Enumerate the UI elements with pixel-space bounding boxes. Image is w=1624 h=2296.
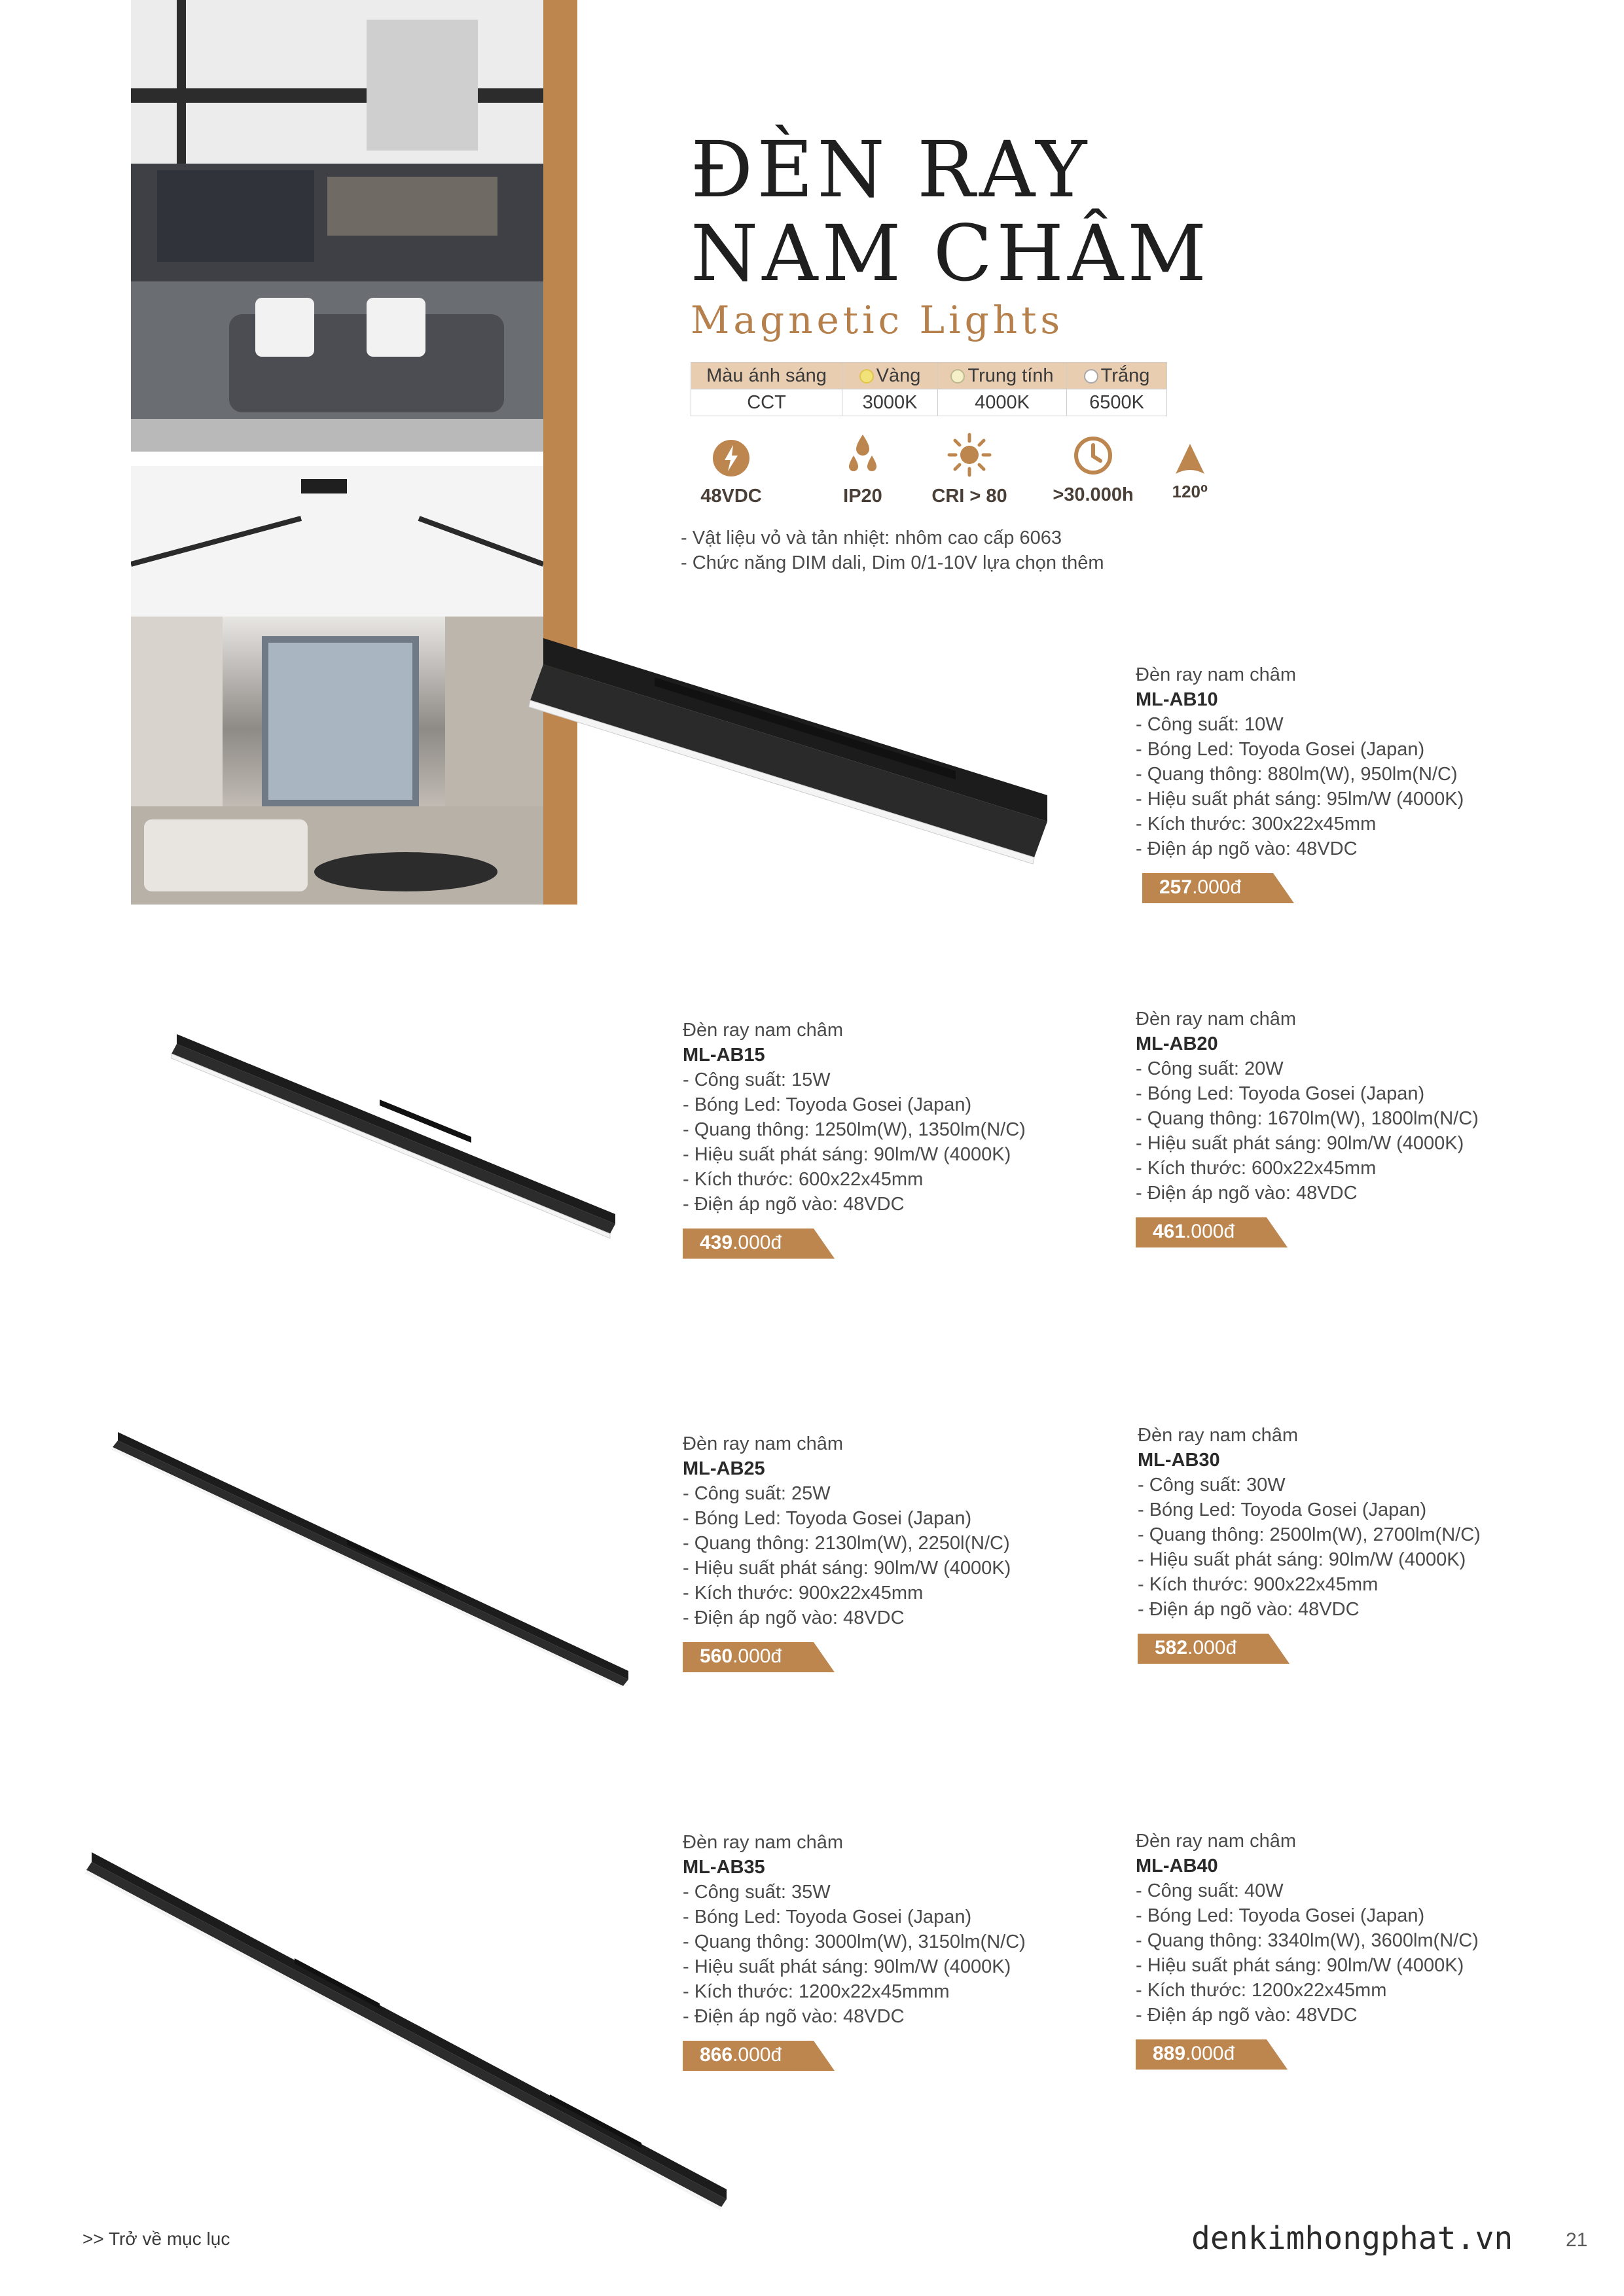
product-spec: - Công suất: 15W — [683, 1069, 831, 1090]
feature-label: >30.000h — [1053, 484, 1134, 505]
product-spec: - Hiệu suất phát sáng: 90lm/W (4000K) — [683, 1144, 1011, 1165]
product-model: ML-AB40 — [1136, 1856, 1218, 1876]
product-spec: - Kích thước: 900x22x45mm — [683, 1583, 924, 1604]
table-row — [691, 389, 1167, 416]
product-name: Đèn ray nam châm — [683, 1433, 843, 1454]
feature-label: 120⁰ — [1172, 482, 1208, 501]
product-spec: - Quang thông: 3000lm(W), 3150lm(N/C) — [683, 1931, 1026, 1952]
product-model: ML-AB25 — [683, 1458, 765, 1479]
product-ml-ab35 — [683, 1830, 1026, 2071]
price-value: 461 — [1153, 1221, 1186, 1242]
spec-line: - Vật liệu vỏ và tản nhiệt: nhôm cao cấp 6063 — [681, 528, 1062, 548]
product-ml-ab20 — [1136, 1007, 1479, 1247]
product-name: Đèn ray nam châm — [1138, 1425, 1298, 1446]
product-model: ML-AB35 — [683, 1857, 765, 1878]
product-name: Đèn ray nam châm — [683, 1832, 843, 1853]
price-value: 439 — [700, 1232, 733, 1253]
beam-angle-icon — [1170, 441, 1210, 478]
table-header-label: Trắng — [1100, 365, 1150, 386]
product-model: ML-AB15 — [683, 1045, 765, 1066]
price-suffix: .000đ — [1187, 1637, 1237, 1659]
spec-line: - Chức năng DIM dali, Dim 0/1-10V lựa chọn thêm — [681, 552, 1104, 573]
table-header-cell — [842, 363, 938, 389]
table-header-cell: Màu ánh sáng — [691, 363, 842, 389]
price-suffix: .000đ — [1192, 876, 1242, 898]
product-spec: - Quang thông: 880lm(W), 950lm(N/C) — [1136, 764, 1458, 785]
product-ml-ab40 — [1136, 1829, 1479, 2070]
product-spec: - Điện áp ngõ vào: 48VDC — [683, 1607, 905, 1628]
price-suffix: .000đ — [732, 2044, 782, 2066]
price-suffix: .000đ — [732, 1645, 782, 1667]
price-suffix: .000đ — [1185, 2043, 1235, 2064]
product-spec: - Bóng Led: Toyoda Gosei (Japan) — [1136, 1905, 1425, 1926]
price-tag — [683, 1229, 835, 1259]
lamp-ml-ab25-image — [105, 1426, 635, 1687]
product-name: Đèn ray nam châm — [1136, 1831, 1296, 1852]
price-tag — [1136, 2039, 1288, 2070]
lamp-ml-ab10-image — [504, 632, 1080, 893]
product-name: Đèn ray nam châm — [1136, 1009, 1296, 1030]
product-spec: - Bóng Led: Toyoda Gosei (Japan) — [683, 1094, 972, 1115]
feature-label: IP20 — [843, 486, 882, 507]
lamp-ml-ab15-image — [164, 1028, 622, 1244]
product-spec: - Hiệu suất phát sáng: 95lm/W (4000K) — [1136, 789, 1464, 810]
product-spec: - Kích thước: 1200x22x45mmm — [683, 1981, 950, 2002]
price-label — [1155, 1636, 1236, 1660]
product-spec: - Điện áp ngõ vào: 48VDC — [683, 1194, 905, 1215]
product-spec: - Công suất: 20W — [1136, 1058, 1284, 1079]
product-spec: - Kích thước: 600x22x45mm — [1136, 1158, 1377, 1179]
website-link[interactable]: denkimhongphat.vn — [1191, 2220, 1513, 2257]
price-suffix: .000đ — [1185, 1221, 1235, 1242]
product-spec: - Hiệu suất phát sáng: 90lm/W (4000K) — [1136, 1133, 1464, 1154]
table-header-label: Vàng — [876, 365, 921, 386]
table-cell: CCT — [691, 389, 842, 416]
title-line-1: ĐÈN RAY — [691, 124, 1091, 215]
feature-beam-angle — [1164, 441, 1216, 502]
product-spec: - Quang thông: 2130lm(W), 2250l(N/C) — [683, 1533, 1010, 1554]
price-value: 866 — [700, 2044, 733, 2066]
product-spec: - Quang thông: 3340lm(W), 3600lm(N/C) — [1136, 1930, 1479, 1951]
title-line-2: NAM CHÂM — [691, 208, 1211, 298]
price-tag — [1138, 1634, 1290, 1664]
back-to-contents-link[interactable]: >> Trở về mục lục — [82, 2229, 230, 2249]
price-label — [1153, 2041, 1235, 2066]
price-value: 560 — [700, 1645, 733, 1667]
feature-label: 48VDC — [700, 486, 762, 507]
product-spec: - Điện áp ngõ vào: 48VDC — [1138, 1599, 1360, 1620]
product-spec: - Kích thước: 600x22x45mm — [683, 1169, 924, 1190]
product-spec: - Bóng Led: Toyoda Gosei (Japan) — [1138, 1499, 1427, 1520]
table-cell: 3000K — [842, 389, 938, 416]
product-spec: - Điện áp ngõ vào: 48VDC — [683, 2006, 905, 2027]
lamp-ml-ab35-image — [79, 1846, 733, 2212]
product-spec: - Công suất: 30W — [1138, 1475, 1286, 1496]
feature-voltage — [695, 439, 767, 507]
price-suffix: .000đ — [732, 1232, 782, 1253]
feature-label: CRI > 80 — [931, 486, 1007, 507]
page-number: 21 — [1566, 2229, 1588, 2251]
product-spec: - Công suất: 35W — [683, 1882, 831, 1903]
general-specs — [681, 526, 1104, 575]
price-tag — [683, 2041, 835, 2071]
price-value: 257 — [1159, 876, 1193, 898]
color-temperature-table — [691, 362, 1167, 416]
product-name: Đèn ray nam châm — [683, 1020, 843, 1041]
product-ml-ab15 — [683, 1018, 1026, 1259]
price-tag — [683, 1642, 835, 1672]
price-label — [700, 1644, 782, 1669]
product-spec: - Công suất: 40W — [1136, 1880, 1284, 1901]
product-spec: - Kích thước: 300x22x45mm — [1136, 814, 1377, 834]
water-drops-icon — [843, 432, 882, 478]
table-cell: 4000K — [938, 389, 1067, 416]
price-tag — [1142, 873, 1294, 903]
page-subtitle: Magnetic Lights — [691, 298, 1064, 342]
product-spec: - Điện áp ngõ vào: 48VDC — [1136, 838, 1358, 859]
product-spec: - Hiệu suất phát sáng: 90lm/W (4000K) — [1138, 1549, 1466, 1570]
product-spec: - Điện áp ngõ vào: 48VDC — [1136, 1183, 1358, 1204]
product-spec: - Hiệu suất phát sáng: 90lm/W (4000K) — [683, 1558, 1011, 1579]
neutral-dot-icon — [950, 369, 965, 384]
clock-icon — [1072, 435, 1114, 476]
kitchen-interior-photo — [131, 0, 543, 452]
product-spec: - Bóng Led: Toyoda Gosei (Japan) — [1136, 1083, 1425, 1104]
product-name: Đèn ray nam châm — [1136, 664, 1296, 685]
product-spec: - Hiệu suất phát sáng: 90lm/W (4000K) — [1136, 1955, 1464, 1976]
product-spec: - Bóng Led: Toyoda Gosei (Japan) — [683, 1508, 972, 1529]
price-tag — [1136, 1217, 1288, 1247]
product-spec: - Bóng Led: Toyoda Gosei (Japan) — [683, 1907, 972, 1928]
table-header-row — [691, 363, 1167, 389]
white-dot-icon — [1084, 369, 1098, 384]
product-spec: - Quang thông: 1670lm(W), 1800lm(N/C) — [1136, 1108, 1479, 1129]
table-header-cell — [1067, 363, 1167, 389]
product-ml-ab25 — [683, 1431, 1011, 1672]
table-header-label: Trung tính — [967, 365, 1054, 386]
price-label — [700, 1230, 782, 1255]
feature-ip — [830, 432, 895, 507]
product-spec: - Bóng Led: Toyoda Gosei (Japan) — [1136, 739, 1425, 760]
sun-icon — [947, 432, 992, 478]
price-label — [1159, 875, 1241, 900]
price-label — [700, 2043, 782, 2068]
product-model: ML-AB20 — [1136, 1033, 1218, 1054]
product-model: ML-AB30 — [1138, 1450, 1220, 1471]
product-spec: - Công suất: 10W — [1136, 714, 1284, 735]
product-spec: - Kích thước: 1200x22x45mm — [1136, 1980, 1387, 2001]
warm-dot-icon — [859, 369, 874, 384]
product-spec: - Công suất: 25W — [683, 1483, 831, 1504]
product-spec: - Quang thông: 2500lm(W), 2700lm(N/C) — [1138, 1524, 1481, 1545]
product-ml-ab30 — [1138, 1423, 1481, 1664]
bolt-icon — [712, 439, 751, 478]
product-spec: - Quang thông: 1250lm(W), 1350lm(N/C) — [683, 1119, 1026, 1140]
price-value: 582 — [1155, 1637, 1188, 1659]
page-title — [691, 124, 1211, 298]
price-value: 889 — [1153, 2043, 1186, 2064]
product-spec: - Hiệu suất phát sáng: 90lm/W (4000K) — [683, 1956, 1011, 1977]
product-spec: - Điện áp ngõ vào: 48VDC — [1136, 2005, 1358, 2026]
feature-cri — [920, 432, 1019, 507]
table-header-cell — [938, 363, 1067, 389]
price-label — [1153, 1219, 1235, 1244]
product-ml-ab10 — [1136, 662, 1464, 903]
product-model: ML-AB10 — [1136, 689, 1218, 710]
product-spec: - Kích thước: 900x22x45mm — [1138, 1574, 1379, 1595]
table-cell: 6500K — [1067, 389, 1167, 416]
feature-lifetime — [1041, 435, 1146, 506]
living-room-photo — [131, 466, 543, 905]
